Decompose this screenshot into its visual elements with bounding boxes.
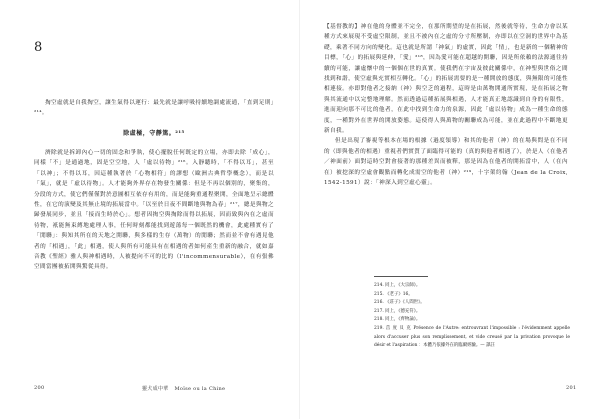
footnote-214: 214. 同上，《大宗師》。	[374, 283, 421, 288]
footnote-215: 215. 《老子》16。	[374, 291, 413, 297]
right-paragraph-2: 但是出現了審視等根本在場的根據（過度領導）和其的他者（神）的在場與問是在不同的（即與他者的相遇）重視者們實質了面臨得可能的（真的與他者相遇了），於是人（在他者／神面前）面對這時空對會接著的那種差異而被釋，那是因為在他者的開拓當中，人（在內在）被挖深的空虛會觀點而轉化成需空的他者（神）²¹⁹，十字架約翰（Jean de la Croix, 1542-1591）說：「神深入到空虛心靈」。	[324, 138, 568, 187]
footnote-218: 218. 同上，《齊物論》。	[374, 317, 421, 323]
intro-paragraph-block	[34, 98, 274, 119]
left-page-number: 200	[34, 385, 45, 391]
right-paragraph-1: 【基督教的】神在他的身體並不完全，在那所期望的是在拓展，然後就等待，生命力會以某種方式來展現不受虛空限制，並且不被內在之虛的分寸所壓制，亦即以在空洞的世界中為基礎，乘著不同方向的變化。這也就是所謂「神氣」的虛實，因此「情」，也是新的一個精神的目標，「心」的拓展與延伸，「愛」²¹⁸，因為愛可能在超越的開聯，因是所依賴的法源通往持續的可能，讓虛懷中的一個個在世的真實。使我們在宇宙及彼此關係中，在神聖與世俗之間找到和諧，使空虛與充實相互轉化。「心」的拓展需要的是一種開放的態度，與無限的可能性相連接。亦即對他者之接納（神）與空乏的過程，這時是由萬物開通所實現，是在拓展之物與其流通中以完整地理解。然而透過這種拓展與相遇，人才能真正地認識到自身的有限性，進而迎向那不可比的他者，在此中找到生命力的泉源，因此「虛以待物」成為一種生命的態度，一種對外在世界的開放姿態。這使得人與萬物的關聯成為可能，並在此過程中不斷地更新自我。	[324, 24, 568, 135]
right-page-number: 201	[566, 385, 577, 391]
main-paragraph: 濟除就是拆卸內心一切的固念和爭執，使心擺脫任何既定的立場，亦即去除「成心」，同樣「不」是通過地，固是空空地，人「虛以待物」²¹⁶。入靜聽時，「不得以耳」，甚至「以神」；不得以耳，因這種執著於「心物相符」的謬想（歐洲古典哲學概念），而是以「氣」，就是「虛以待物」。人才能夠外界存在物發生關係：但是不再以個別的，聚集的，分段的方式，使它們僅僅對於意圖相互依存有用的，而是能夠重通程聚開，全面地呈示總體性，在它的演變及其無止境的拓展當中。「以至於日夜不間斷地與物為春」²¹⁷，總是與物之歸發展同步，並且「接而生時於心」。想者因掏空與掏除而得以拓展，因而致與內在之虛而待物，衹能無束縛地處理人事，任何時刻都能找到遊蕩每一個既然的機會，此處種實有了「閒聯」：與知其所在的天地之開聯，與多樣的生存（萬物）的閒聯；然而並不會有遇見他者的「相遇」，「此」相遇，使人與所有可能具有在相遇的者如何產生重新的融合，就如嘉音教《聖經》雅人與神相遇時，人被提向不可的比的（l'incommensurable），在有張佛空間當團被拓開與驚從具得。	[34, 150, 274, 271]
running-title-cn: 靈犬成中華	[142, 386, 169, 392]
section-heading: 除虛極，守靜篤。²¹⁵	[123, 130, 185, 137]
footnote-rule	[374, 276, 428, 277]
footnotes	[374, 282, 570, 351]
footnote-217: 217. 同上，《德充符》。	[374, 308, 421, 314]
footnote-219: 219. 莒 度 貝 克 Présence de l'Autre: entrouvrant l'impossible : l'évidemment appelle alors d'accuser plus son remplissement, et vide creusé par la privation provoque le désir et l'aspiration ：本體乃依據外在的臨爾經驗。— 譯註	[374, 325, 570, 349]
main-paragraph-block	[34, 148, 274, 273]
footnote-216: 216. 《莊子》《人間世》。	[374, 300, 425, 306]
running-title-fr: Moïse ou la Chine	[174, 386, 226, 392]
right-body-block	[324, 22, 568, 189]
intro-paragraph: 掏空虛就是自我掏空，讓生氣得以運行：最先就是讓呼吸持續地調處流通，「直到足則」²¹⁴。	[34, 100, 274, 117]
right-page	[300, 0, 600, 419]
running-title	[142, 385, 231, 392]
chapter-number: 8	[34, 40, 43, 55]
